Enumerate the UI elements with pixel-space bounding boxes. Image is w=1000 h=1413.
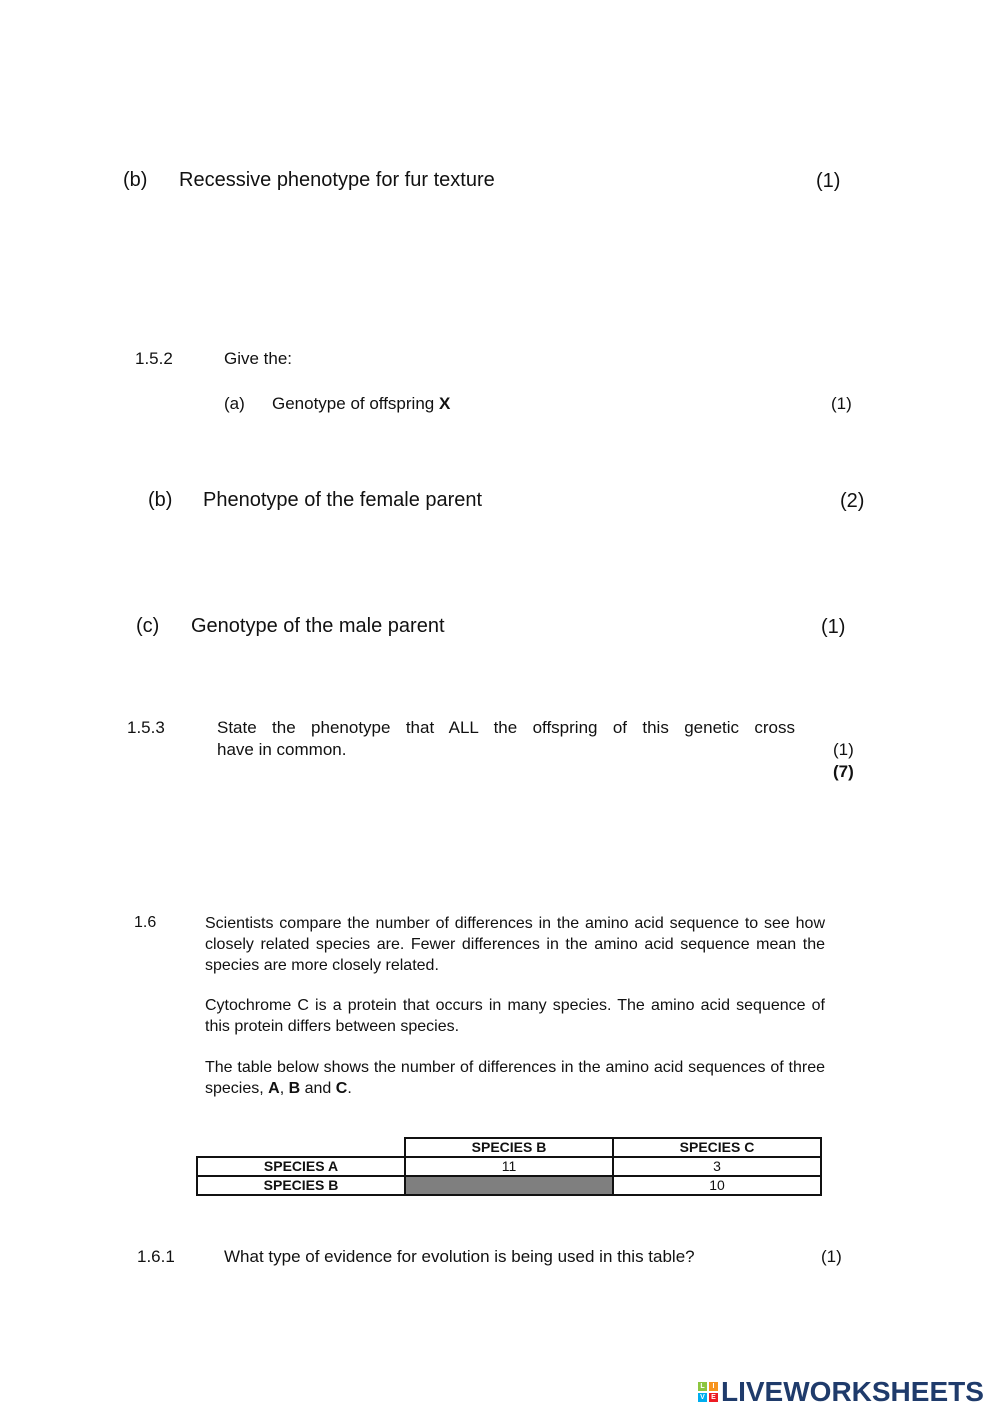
offspring-x-label: X: [438, 394, 451, 413]
question-1-6-number: 1.6: [134, 914, 157, 931]
question-1-5-2c-marks: (1): [821, 616, 846, 638]
cell-b-b-shaded: [405, 1176, 613, 1195]
cell-a-b: 11: [405, 1157, 613, 1176]
liveworksheets-logo[interactable]: [698, 1376, 984, 1408]
row-header-species-a: SPECIES A: [197, 1157, 405, 1176]
question-1-5-2-intro: Give the:: [224, 349, 293, 368]
question-1-5-3-line1: State the phenotype that ALL the offspring of this genetic cross: [217, 718, 795, 737]
question-1-6-1-marks: (1): [821, 1247, 842, 1266]
question-1-6-paragraph-3: The table below shows the number of differences in the amino acid sequences of three species, A, B and C.: [205, 1059, 825, 1097]
question-1-5-1b-label: (b): [123, 169, 148, 191]
column-header-species-c: SPECIES C: [613, 1138, 821, 1157]
question-1-5-2b-text: Phenotype of the female parent: [203, 489, 483, 511]
table-row: [197, 1176, 821, 1195]
question-1-5-2a-marks: (1): [831, 394, 852, 413]
question-1-5-total-marks: (7): [833, 762, 854, 781]
liveworksheets-logo-text: LIVEWORKSHEETS: [721, 1376, 984, 1407]
liveworksheets-logo-icon: L I V E: [698, 1382, 718, 1402]
table-header-row: [197, 1138, 821, 1157]
question-1-5-2-number: 1.5.2: [135, 349, 173, 368]
question-1-5-1b-marks: (1): [816, 170, 841, 192]
amino-acid-differences-table: [196, 1137, 822, 1196]
column-header-species-b: SPECIES B: [405, 1138, 613, 1157]
table-row: [197, 1157, 821, 1176]
question-1-5-1b-text: Recessive phenotype for fur texture: [179, 169, 495, 191]
question-1-6-1-number: 1.6.1: [137, 1247, 175, 1266]
question-1-5-2b-label: (b): [148, 489, 173, 511]
question-1-5-3-number: 1.5.3: [127, 718, 165, 737]
question-1-5-2a-label: (a): [224, 394, 245, 413]
question-1-5-2c-text: Genotype of the male parent: [191, 615, 445, 637]
question-1-6-1-text: What type of evidence for evolution is being used in this table?: [224, 1247, 695, 1266]
question-1-6-paragraph-2: Cytochrome C is a protein that occurs in many species. The amino acid sequence of this protein differs between species.: [205, 997, 825, 1035]
question-1-5-3-marks: (1): [833, 740, 854, 759]
table-corner-cell: [197, 1138, 405, 1157]
question-1-5-2c-label: (c): [136, 615, 160, 637]
cell-b-c: 10: [613, 1176, 821, 1195]
cell-a-c: 3: [613, 1157, 821, 1176]
question-1-5-2a-text: Genotype of offspring X: [272, 394, 451, 413]
question-1-6-paragraph-1: Scientists compare the number of differences in the amino acid sequence to see how closely related species are. Fewer differences in the amino acid sequence mean the species are more closely related.: [205, 915, 825, 974]
question-1-5-2b-marks: (2): [840, 490, 865, 512]
row-header-species-b: SPECIES B: [197, 1176, 405, 1195]
question-1-5-3-line2: have in common.: [217, 740, 347, 759]
